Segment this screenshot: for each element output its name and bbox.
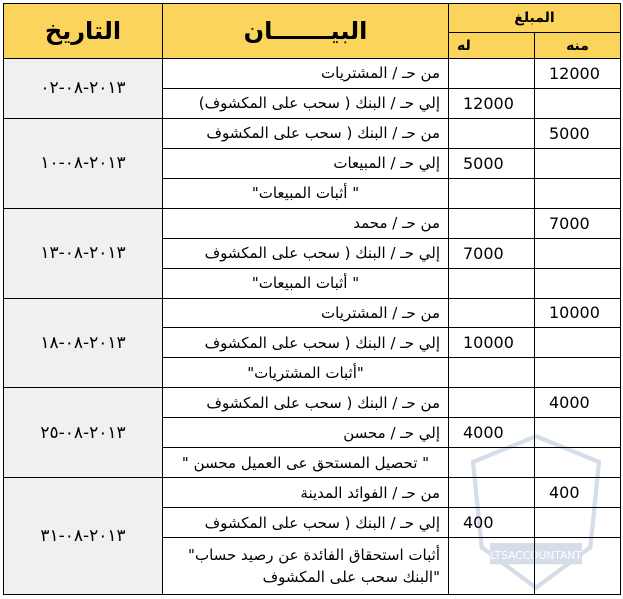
entry-description: إلي حـ / البنك ( سحب على المكشوف	[163, 508, 449, 538]
entry-note: أثبات استحقاق الفائدة عن رصيد حساب" "البنك سحب على المكشوف	[163, 538, 449, 595]
credit-amount: 10000	[449, 328, 535, 358]
debit-amount: 400	[535, 478, 621, 508]
credit-amount: 400	[449, 508, 535, 538]
debit-amount: 4000	[535, 388, 621, 418]
entry-description: من حـ / البنك ( سحب على المكشوف	[163, 118, 449, 148]
credit-amount	[449, 118, 535, 148]
entry-description: من حـ / المشتريات	[163, 59, 449, 89]
credit-amount	[449, 538, 535, 595]
debit-amount	[535, 418, 621, 448]
entry-description: إلي حـ / البنك ( سحب على المكشوف	[163, 238, 449, 268]
debit-amount: 7000	[535, 208, 621, 238]
entry-note: " أثبات المبيعات"	[163, 178, 449, 208]
entry-date: ٢٠١٣-٠٨-١٨	[4, 298, 163, 388]
table-row	[4, 478, 621, 508]
credit-amount: 5000	[449, 148, 535, 178]
entry-description: إلي حـ / البنك ( سحب على المكشوف)	[163, 88, 449, 118]
entry-date: ٢٠١٣-٠٨-١٠	[4, 118, 163, 208]
date-header: التاريخ	[4, 4, 163, 59]
table-row	[4, 118, 621, 148]
entry-date: ٢٠١٣-٠٨-١٣	[4, 208, 163, 298]
debit-amount: 5000	[535, 118, 621, 148]
debit-amount: 12000	[535, 59, 621, 89]
credit-header: له	[449, 33, 535, 59]
table-row	[4, 59, 621, 89]
entry-note: " أثبات المبيعات"	[163, 268, 449, 298]
debit-amount	[535, 268, 621, 298]
entry-description: من حـ / محمد	[163, 208, 449, 238]
credit-amount	[449, 59, 535, 89]
entry-date: ٢٠١٣-٠٨-٣١	[4, 478, 163, 595]
credit-amount	[449, 178, 535, 208]
credit-amount	[449, 358, 535, 388]
watermark-text: LTSACCOUNTANT	[490, 548, 582, 562]
debit-amount: 10000	[535, 298, 621, 328]
journal-table	[3, 3, 621, 595]
credit-amount	[449, 298, 535, 328]
credit-amount	[449, 478, 535, 508]
entry-note: "أثبات المشتريات"	[163, 358, 449, 388]
table-row	[4, 298, 621, 328]
entry-description: من حـ / البنك ( سحب على المكشوف	[163, 388, 449, 418]
credit-amount: 12000	[449, 88, 535, 118]
amount-header: المبلغ	[449, 4, 621, 33]
debit-amount	[535, 538, 621, 595]
debit-amount	[535, 358, 621, 388]
credit-amount	[449, 388, 535, 418]
table-row	[4, 388, 621, 418]
entry-description: من حـ / المشتريات	[163, 298, 449, 328]
debit-amount	[535, 328, 621, 358]
debit-amount	[535, 238, 621, 268]
debit-amount	[535, 88, 621, 118]
entry-date: ٢٠١٣-٠٨-٢٥	[4, 388, 163, 478]
debit-amount	[535, 178, 621, 208]
debit-amount	[535, 148, 621, 178]
entry-description: من حـ / الفوائد المدينة	[163, 478, 449, 508]
credit-amount	[449, 208, 535, 238]
table-row	[4, 208, 621, 238]
entry-description: إلي حـ / البنك ( سحب على المكشوف	[163, 328, 449, 358]
entry-description: إلي حـ / محسن	[163, 418, 449, 448]
credit-amount: 7000	[449, 238, 535, 268]
entry-description: إلي حـ / المبيعات	[163, 148, 449, 178]
credit-amount	[449, 268, 535, 298]
entry-date: ٢٠١٣-٠٨-٠٢	[4, 59, 163, 119]
description-header: البيـــــــان	[163, 4, 449, 59]
credit-amount	[449, 448, 535, 478]
credit-amount: 4000	[449, 418, 535, 448]
debit-amount	[535, 448, 621, 478]
debit-header: منه	[535, 33, 621, 59]
entry-note: " تحصيل المستحق عى العميل محسن "	[163, 448, 449, 478]
debit-amount	[535, 508, 621, 538]
